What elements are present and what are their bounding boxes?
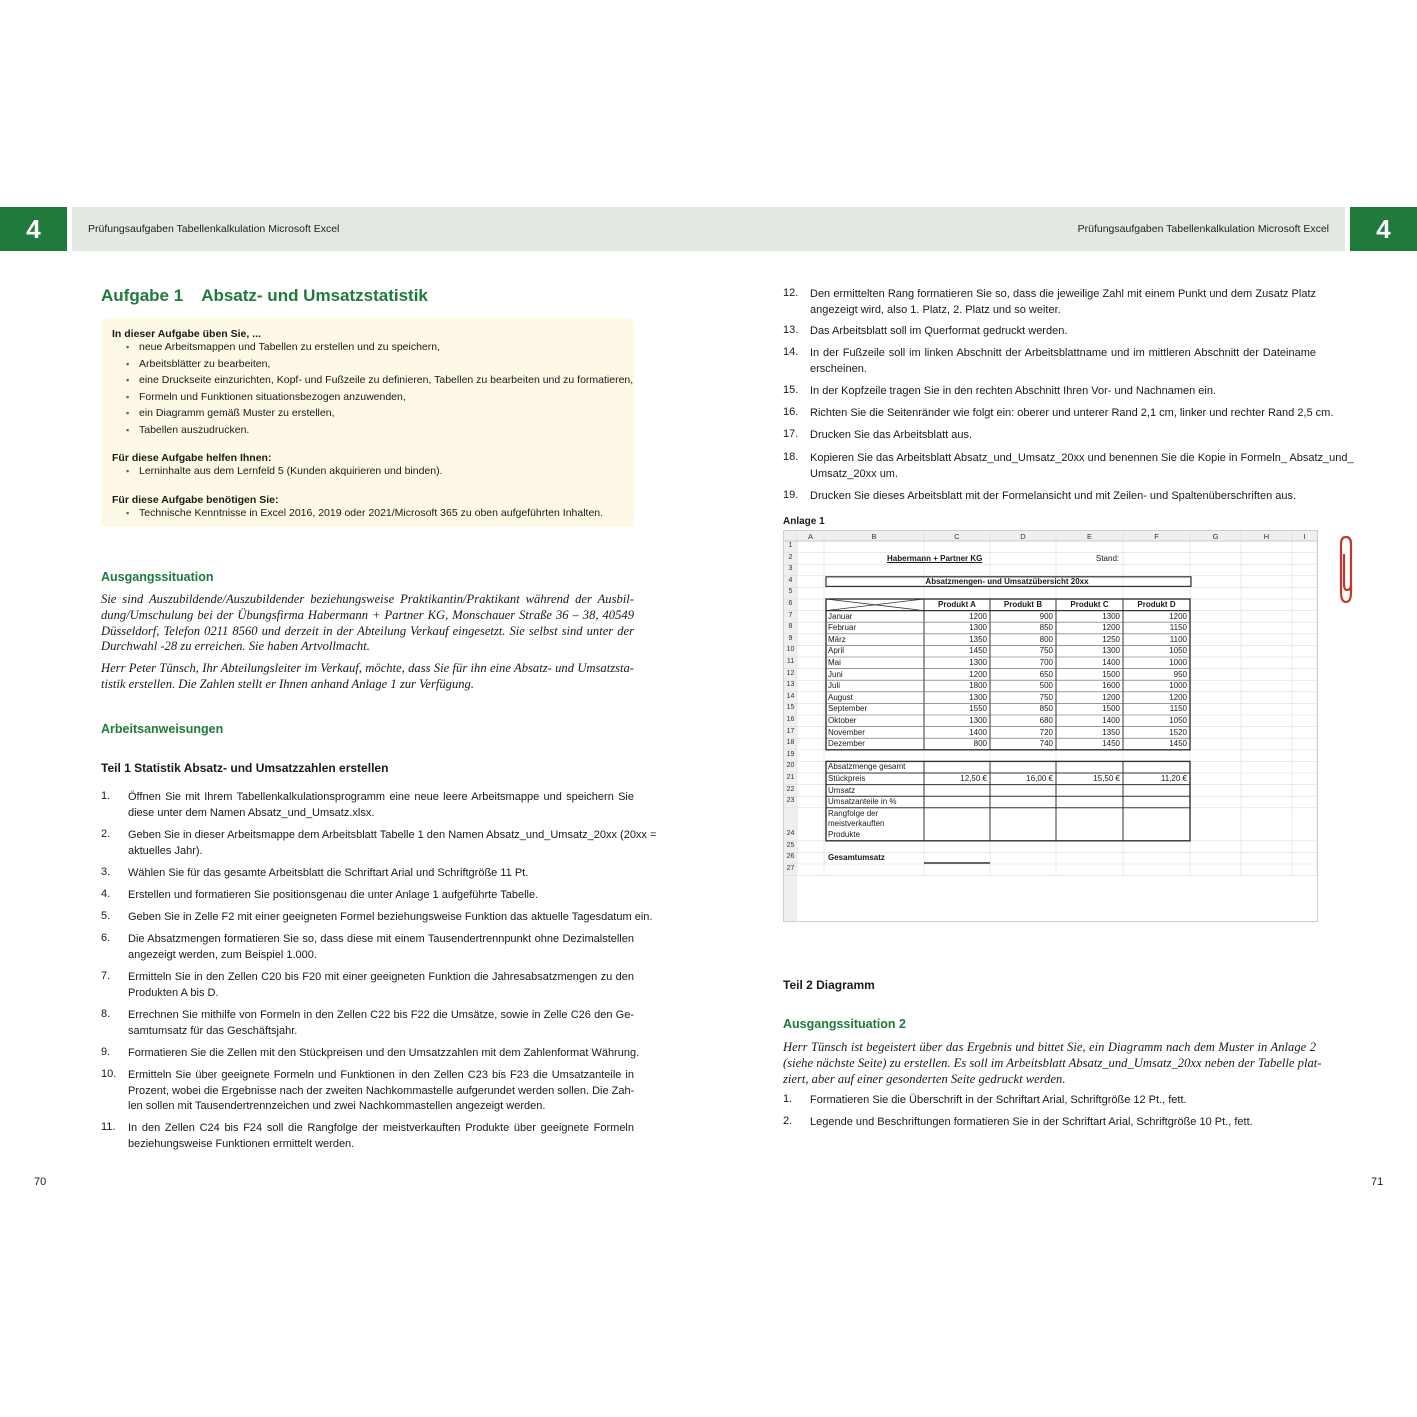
month-label: Januar [828,611,853,621]
paragraph-line: Durchwahl -28 zu erreichen. Sie haben Artvollmacht. [101,639,370,654]
anteile-label: Umsatzanteile in % [828,797,897,807]
row-number: 8 [788,623,793,631]
price-cell: 12,50 € [960,774,987,783]
row-number: 16 [786,716,795,723]
item-text-line: Wählen Sie für das gesamte Arbeitsblatt die Schriftart Arial und Schriftgröße 11 Pt. [128,867,529,879]
item-number: 14. [783,346,799,358]
column-letter: G [1212,532,1219,541]
month-label: Oktober [828,716,857,725]
paperclip-icon [1336,534,1358,608]
row-number: 25 [786,841,795,849]
row-number: 24 [786,829,795,837]
month-label: September [828,704,868,714]
anlage-label: Anlage 1 [783,516,825,527]
row-number: 18 [786,739,795,747]
value-cell: 500 [1039,681,1053,691]
value-cell: 1450 [969,646,987,656]
item-number: 15. [783,384,799,396]
item-number: 19. [783,489,799,501]
value-cell: 1300 [1102,646,1120,656]
value-cell: 1800 [969,681,987,691]
row-number: 3 [788,565,793,573]
month-label: Mai [828,658,841,667]
value-cell: 1300 [969,658,987,667]
item-number: 2. [101,828,111,840]
item-number: 5. [101,910,111,922]
box-bullet-item: ▪ eine Druckseite einzurichten, Kopf- und Fußzeile zu definieren, Tabellen zu bearbeiten und zu formatieren, [139,374,633,387]
value-cell: 1150 [1169,623,1187,633]
row-number: 22 [786,785,795,793]
item-number: 7. [101,970,111,982]
item-text-line: Drucken Sie das Arbeitsblatt aus. [810,429,973,441]
value-cell: 750 [1039,692,1053,702]
item-text-line: Geben Sie in dieser Arbeitsmappe dem Arbeitsblatt Tabelle 1 den Namen Absatz_und_Umsatz_20xx (20xx = [128,829,657,841]
item-text-line: erscheinen. [810,362,867,375]
item-text-line: angezeigt wird, also 1. Platz, 2. Platz und so weiter. [810,303,1061,316]
product-header: Produkt A [938,600,976,609]
item-number: 10. [101,1068,117,1080]
row-number: 26 [786,853,795,861]
item-text-line: aktuelles Jahr). [128,844,203,857]
column-letter: D [1020,532,1026,541]
value-cell: 1200 [969,669,987,679]
column-letter: B [871,532,877,541]
item-text-line: Richten Sie die Seitenränder wie folgt ein: oberer und unterer Rand 2,1 cm, linker und rechter Rand 2,5 cm. [810,407,1334,419]
item-text-line: Errechnen Sie mithilfe von Formeln in den Zellen C22 bis F22 die Umsätze, sowie in Zelle C26 den Ge- [128,1009,634,1021]
paragraph-line: ziert, aber auf einer gesonderten Seite gedruckt werden. [783,1071,1066,1086]
box-heading-3: Für diese Aufgabe benötigen Sie: [112,494,279,506]
item-text-line: Geben Sie in Zelle F2 mit einer geeigneten Formel beziehungsweise Funktion das aktuelle Tagesdatum ein. [128,911,653,923]
item-number: 17. [783,428,799,440]
stueckpreis-label: Stückpreis [828,774,866,783]
item-number: 2. [783,1115,793,1127]
item-text-line: beziehungsweise Funktionen ermittelt werden. [128,1137,355,1150]
column-letter: C [954,532,960,541]
value-cell: 800 [1039,634,1053,644]
product-header: Produkt C [1070,600,1109,609]
row-number: 17 [786,727,795,735]
value-cell: 1300 [969,692,987,702]
item-text-line: Kopieren Sie das Arbeitsblatt Absatz_und_Umsatz_20xx und benennen Sie die Kopie in Formeln_ Absatz_und_ [810,452,1354,464]
item-text-line: Ermitteln Sie in den Zellen C20 bis F20 mit einer geeigneten Funktion die Jahresabsatzmengen zu den [128,971,634,983]
box-bullet-item: ▪ ein Diagramm gemäß Muster zu erstellen, [139,407,335,420]
item-number: 18. [783,451,799,463]
chapter-badge-left: 4 [0,207,67,251]
month-label: Juli [828,681,841,691]
row-number: 7 [788,611,793,619]
page-number-left: 70 [34,1176,47,1188]
item-text-line: In der Kopfzeile tragen Sie in den rechten Abschnitt Ihren Vor- und Nachnamen ein. [810,385,1217,397]
item-number: 1. [101,790,111,802]
item-text-line: Erstellen und formatieren Sie positionsgenau die unter Anlage 1 aufgeführte Tabelle. [128,889,539,901]
row-number: 11 [786,658,795,665]
value-cell: 1550 [969,704,987,714]
item-number: 6. [101,932,111,944]
situation-heading: Ausgangssituation [101,570,214,584]
part1-heading: Teil 1 Statistik Absatz- und Umsatzzahlen erstellen [101,761,389,775]
row-number: 12 [786,669,795,677]
row-number: 2 [788,553,793,561]
item-text-line: Das Arbeitsblatt soll im Querformat gedruckt werden. [810,325,1068,337]
paragraph-line: Herr Peter Tünsch, Ihr Abteilungsleiter im Verkauf, möchte, dass Sie für ihn eine Absatz- und Umsatzsta- [101,661,634,675]
value-cell: 800 [973,739,987,749]
row-number: 20 [786,762,795,770]
item-text-line: angezeigt werden, zum Beispiel 1.000. [128,948,317,961]
value-cell: 850 [1039,623,1053,633]
value-cell: 1250 [1102,634,1120,644]
value-cell: 1200 [1102,623,1120,633]
sheet-title: Absatzmengen- und Umsatzübersicht 20xx [925,576,1089,586]
month-label: Dezember [828,739,865,749]
row-number: 6 [788,600,793,607]
paragraph-line: Düsseldorf, Telefon 0211 8560 und derzeit in der Abteilung Verkauf eingesetzt. Sie selbst sind unter der [101,623,634,638]
row-number: 4 [788,576,793,584]
item-text-line: In der Fußzeile soll im linken Abschnitt der Arbeitsblattname und im mittleren Abschnitt der Dateiname [810,347,1316,359]
column-letter: E [1086,532,1092,541]
box-bullet-item: ▪ Lerninhalte aus dem Lernfeld 5 (Kunden akquirieren und binden). [139,465,443,478]
item-text-line: In den Zellen C24 bis F24 soll die Rangfolge der meistverkauften Produkte über geeignete Formeln [128,1122,634,1134]
column-letter: H [1263,532,1270,541]
page-number-right: 71 [1371,1176,1384,1188]
box-bullet-item: ▪ Formeln und Funktionen situationsbezogen anzuwenden, [139,391,406,404]
value-cell: 1100 [1169,634,1187,644]
item-number: 16. [783,406,799,418]
stand-label: Stand: [1096,553,1120,563]
box-bullet-item: ▪ Arbeitsblätter zu bearbeiten, [139,358,270,371]
item-text-line: Ermitteln Sie über geeignete Formeln und Funktionen in den Zellen C23 bis F23 die Umsatzanteile in [128,1069,634,1081]
row-number: 13 [786,681,795,689]
month-label: Juni [828,669,843,679]
box-bullet-item: ▪ Tabellen auszudrucken. [139,424,249,437]
task-title: Aufgabe 1 Absatz- und Umsatzstatistik [101,286,428,305]
value-cell: 950 [1173,669,1187,679]
column-letter: I [1303,532,1306,541]
product-header: Produkt B [1003,600,1043,609]
item-text-line: Die Absatzmengen formatieren Sie so, dass diese mit einem Tausendertrennpunkt ohne Dezimalstellen [128,933,634,945]
item-number: 12. [783,287,799,299]
item-number: 8. [101,1008,111,1020]
row-number: 14 [786,692,795,700]
value-cell: 900 [1039,611,1053,621]
value-cell: 1500 [1102,704,1120,714]
column-letter: A [807,532,813,541]
item-text-line: Formatieren Sie die Zellen mit den Stückpreisen und den Umsatzzahlen mit dem Zahlenformat Währung. [128,1047,640,1059]
item-number: 3. [101,866,111,878]
row-number: 19 [786,750,795,758]
value-cell: 1350 [969,634,987,644]
month-label: Februar [828,623,857,633]
item-text-line: Prozent, wobei die Ergebnisse nach der zweiten Nachkommastelle aufgerundet werden sollen. Die Zah- [128,1084,635,1097]
paragraph-line: dung/Umschulung bei der Übungsfirma Habermann + Partner KG, Monschauer Straße 36 – 38, 40549 [101,607,634,622]
box-bullet-item: ▪ neue Arbeitsmappen und Tabellen zu erstellen und zu speichern, [139,341,440,354]
gesamtumsatz-label: Gesamtumsatz [828,853,885,863]
paragraph-line: Herr Tünsch ist begeistert über das Ergebnis und bittet Sie, ein Diagramm nach dem Muster in Anlage 2 [783,1040,1316,1054]
month-label: November [828,727,865,737]
rangfolge-label: Rangfolge der [828,808,879,818]
box-heading-1: In dieser Aufgabe üben Sie, ... [112,328,261,340]
row-number: 5 [788,588,793,596]
value-cell: 1400 [969,727,987,737]
paragraph-line: tistik erstellen. Die Zahlen stellt er Ihnen anhand Anlage 1 zur Verfügung. [101,676,474,691]
row-number: 27 [786,865,795,872]
row-number: 9 [788,634,793,642]
item-number: 11. [101,1121,116,1133]
value-cell: 1200 [969,611,987,621]
price-cell: 15,50 € [1093,774,1120,783]
value-cell: 1450 [1102,739,1120,749]
instructions-heading: Arbeitsanweisungen [101,722,224,736]
value-cell: 1200 [1102,692,1120,702]
item-text-line: samtumsatz für das Geschäftsjahr. [128,1024,298,1037]
item-text-line: Drucken Sie dieses Arbeitsblatt mit der Formelansicht und mit Zeilen- und Spaltenüberschriften aus. [810,490,1297,502]
month-label: April [828,646,845,656]
row-number: 10 [786,646,795,654]
month-label: August [828,692,853,702]
value-cell: 1000 [1169,658,1187,667]
item-number: 4. [101,888,111,900]
month-label: März [828,634,846,644]
rangfolge-label: Produkte [828,829,861,839]
value-cell: 1300 [969,716,987,725]
situation2-heading: Ausgangssituation 2 [783,1017,906,1031]
item-text-line: Den ermittelten Rang formatieren Sie so, dass die jeweilige Zahl mit einem Punkt und dem Zusatz Platz [810,288,1316,300]
item-text-line: Öffnen Sie mit Ihrem Tabellenkalkulationsprogramm eine neue leere Arbeitsmappe und speichern Sie [128,791,634,803]
row-number: 21 [786,774,795,781]
item-number: 13. [783,324,799,336]
value-cell: 1200 [1169,692,1187,702]
value-cell: 1400 [1102,716,1120,725]
chapter-badge-right: 4 [1350,207,1417,251]
row-number: 1 [788,542,793,549]
product-header: Produkt D [1137,600,1176,609]
value-cell: 650 [1039,669,1053,679]
value-cell: 1520 [1169,727,1187,737]
item-text-line: len sollen mit Tausendertrennzeichen und zwei Nachkommastellen angezeigt werden. [128,1100,546,1112]
paragraph-line: (siehe nächste Seite) zu erstellen. Es soll im Arbeitsblatt Absatz_und_Umsatz_20xx neben der Tabelle plat- [783,1055,1322,1070]
value-cell: 1200 [1169,611,1187,621]
value-cell: 740 [1039,739,1053,749]
item-text-line: Legende und Beschriftungen formatieren Sie in der Schriftart Arial, Schriftgröße 10 Pt., fett. [810,1116,1253,1128]
value-cell: 1050 [1169,716,1187,725]
row-number: 15 [786,704,795,712]
value-cell: 1600 [1102,681,1120,691]
umsatz-label: Umsatz [828,785,856,795]
item-number: 9. [101,1046,111,1058]
price-cell: 16,00 € [1026,774,1053,783]
item-text-line: diese unter dem Namen Absatz_und_Umsatz.xlsx. [128,806,375,819]
box-heading-2: Für diese Aufgabe helfen Ihnen: [112,452,272,464]
value-cell: 850 [1039,704,1053,714]
value-cell: 1300 [969,623,987,633]
part2-heading: Teil 2 Diagramm [783,978,875,992]
box-bullet-item: ▪ Technische Kenntnisse in Excel 2016, 2019 oder 2021/Microsoft 365 zu oben aufgeführten Inhalten. [139,507,603,520]
value-cell: 720 [1039,727,1053,737]
value-cell: 1500 [1102,669,1120,679]
item-text-line: Umsatz_20xx um. [810,467,899,480]
value-cell: 1150 [1169,704,1187,714]
value-cell: 1350 [1102,727,1120,737]
value-cell: 750 [1039,646,1053,656]
spreadsheet-screenshot [783,530,1318,922]
company-name: Habermann + Partner KG [887,553,983,563]
item-text-line: Produkten A bis D. [128,986,219,999]
running-title-left: Prüfungsaufgaben Tabellenkalkulation Microsoft Excel [88,223,340,235]
price-cell: 11,20 € [1160,774,1187,783]
value-cell: 680 [1039,716,1053,725]
column-letter: F [1154,532,1159,541]
value-cell: 1000 [1169,681,1187,691]
running-title-right: Prüfungsaufgaben Tabellenkalkulation Microsoft Excel [1077,223,1329,235]
absatzmenge-label: Absatzmenge gesamt [828,762,906,772]
item-number: 1. [783,1093,793,1105]
value-cell: 1050 [1169,646,1187,656]
item-text-line: Formatieren Sie die Überschrift in der Schriftart Arial, Schriftgröße 12 Pt., fett. [810,1094,1187,1106]
rangfolge-label: meistverkauften [828,819,885,829]
row-number: 23 [786,797,795,805]
value-cell: 1450 [1169,739,1187,749]
value-cell: 700 [1039,658,1053,667]
value-cell: 1300 [1102,611,1120,621]
paragraph-line: Sie sind Auszubildende/Auszubildender beziehungsweise Praktikantin/Praktikant während der Ausbil- [101,592,634,606]
value-cell: 1400 [1102,658,1120,667]
